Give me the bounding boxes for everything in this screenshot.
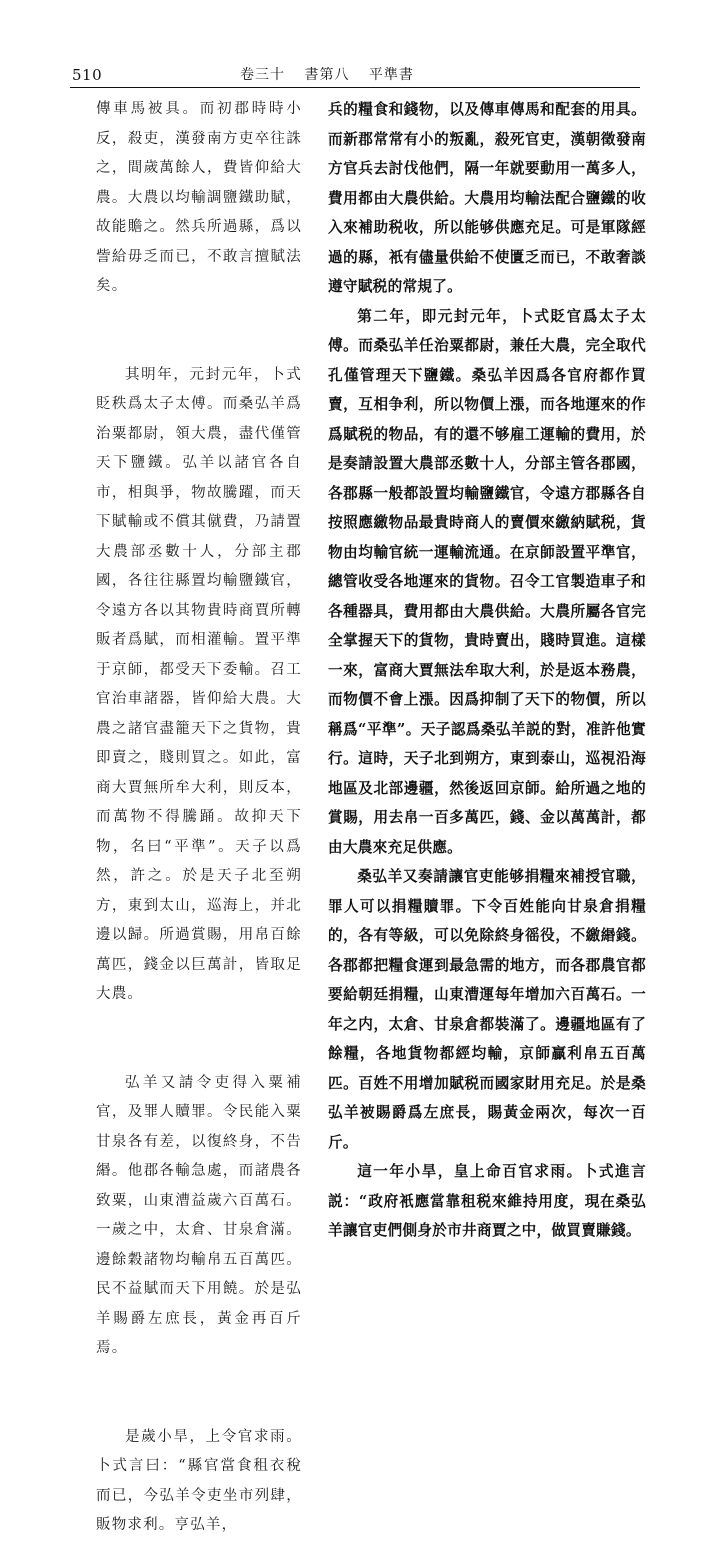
translation-text-column [328,95,646,1246]
volume-label: 卷三十 [240,67,285,83]
running-head-title [240,64,620,84]
classical-paragraph: 傳車馬被具。而初郡時時小反，殺吏，漢發南方吏卒往誅之，間歲萬餘人，費皆仰給大農。大農以均輸調鹽鐵助賦，故能贍之。然兵所過縣，爲以訾給毋乏而已，不敢言擅賦法矣。 [96,101,302,294]
translation-paragraph: 這一年小旱，皇上命百官求雨。卜式進言説：“政府衹應當靠租税來維持用度，現在桑弘羊讓官吏們側身於市井商賈之中，做買賣賺錢。 [328,1163,646,1239]
classical-paragraph: 其明年，元封元年，卜式貶秩爲太子太傅。而桑弘羊爲治粟都尉，領大農，盡代僅管天下鹽鐵。弘羊以諸官各自市，相與爭，物故騰躍，而天下賦輸或不償其僦費，乃請置大農部丞數十人，分部主郡國，各往往縣置均輸鹽鐵官，令遠方各以其物貴時商賈所轉販者爲賦，而相灌輸。置平準于京師，都受天下委輸。召工官治車諸器，皆仰給大農。大農之諸官盡籠天下之貨物，貴即賣之，賤則買之。如此，富商大賈無所牟大利，則反本，而萬物不得騰踊。故抑天下物，名曰“平準”。天子以爲然，許之。於是天子北至朔方，東到太山，巡海上，并北邊以歸。所過賞賜，用帛百餘萬匹，錢金以巨萬計，皆取足大農。 [96,366,302,1002]
running-header [0,0,716,88]
chapter-label: 書第八 [304,67,350,83]
page-number: 510 [72,66,103,84]
paragraph-spacer [96,1010,302,1069]
book-title: 平準書 [368,67,414,83]
header-divider [70,87,640,88]
paragraph-spacer [96,1364,302,1423]
translation-paragraph: 桑弘羊又奏請讓官吏能够捐糧來補授官職，罪人可以捐糧贖罪。下令百姓能向甘泉倉捐糧的，各有等級，可以免除終身徭役，不繳緡錢。各郡都把糧食運到最急需的地方，而各郡農官都要給朝廷捐糧，山東漕運每年增加六百萬石。一年之内，太倉、甘泉倉都裝滿了。邊疆地區有了餘糧，各地貨物都經均輸，京師贏利帛五百萬匹。百姓不用增加賦税而國家財用充足。於是桑弘羊被賜爵爲左庶長，賜黃金兩次，每次一百斤。 [328,868,646,1151]
classical-paragraph: 弘羊又請令吏得入粟補官，及罪人贖罪。令民能入粟甘泉各有差，以復終身，不告緡。他郡各輸急處，而諸農各致粟，山東漕益歲六百萬石。一歲之中，太倉、甘泉倉滿。邊餘穀諸物均輸帛五百萬匹。民不益賦而天下用饒。於是弘羊賜爵左庶長，黃金再百斤焉。 [96,1074,302,1356]
paragraph-spacer [96,302,302,361]
classical-text-column [96,95,302,1541]
classical-paragraph: 是歲小旱，上令官求雨。卜式言曰：“縣官當食租衣稅而已，今弘羊令吏坐市列肆，販物求利。亨弘羊， [96,1428,302,1533]
translation-paragraph: 兵的糧食和錢物，以及傳車傳馬和配套的用具。而新郡常常有小的叛亂，殺死官吏，漢朝徵發南方官兵去討伐他們，隔一年就要動用一萬多人，費用都由大農供給。大農用均輸法配合鹽鐵的收入來補助税收，所以能够供應充足。可是軍隊經過的縣，衹有儘量供給不使匱乏而已，不敢奢談遵守賦税的常規了。 [328,101,646,295]
translation-paragraph: 第二年，即元封元年，卜式貶官爲太子太傅。而桑弘羊任治粟都尉，兼任大農，完全取代孔僅管理天下鹽鐵。桑弘羊因爲各官府都作買賣，互相争利，所以物價上漲，而各地運來的作爲賦税的物品，有的還不够雇工運輸的費用，於是奏請設置大農部丞數十人，分部主管各郡國，各郡縣一般都設置均輸鹽鐵官，令遠方郡縣各自按照應繳物品最貴時商人的賣價來繳納賦税，貨物由均輸官統一運輸流通。在京師設置平準官，總管收受各地運來的貨物。召令工官製造車子和各種器具，費用都由大農供給。大農所屬各官完全掌握天下的貨物，貴時賣出，賤時買進。這樣一來，富商大賈無法牟取大利，於是返本務農，而物價不會上漲。因爲抑制了天下的物價，所以稱爲“平準”。天子認爲桑弘羊説的對，准許他實行。這時，天子北到朔方，東到泰山，巡視沿海地區及北部邊疆，然後返回京師。給所過之地的賞賜，用去帛一百多萬匹，錢、金以萬萬計，都由大農來充足供應。 [328,307,646,856]
